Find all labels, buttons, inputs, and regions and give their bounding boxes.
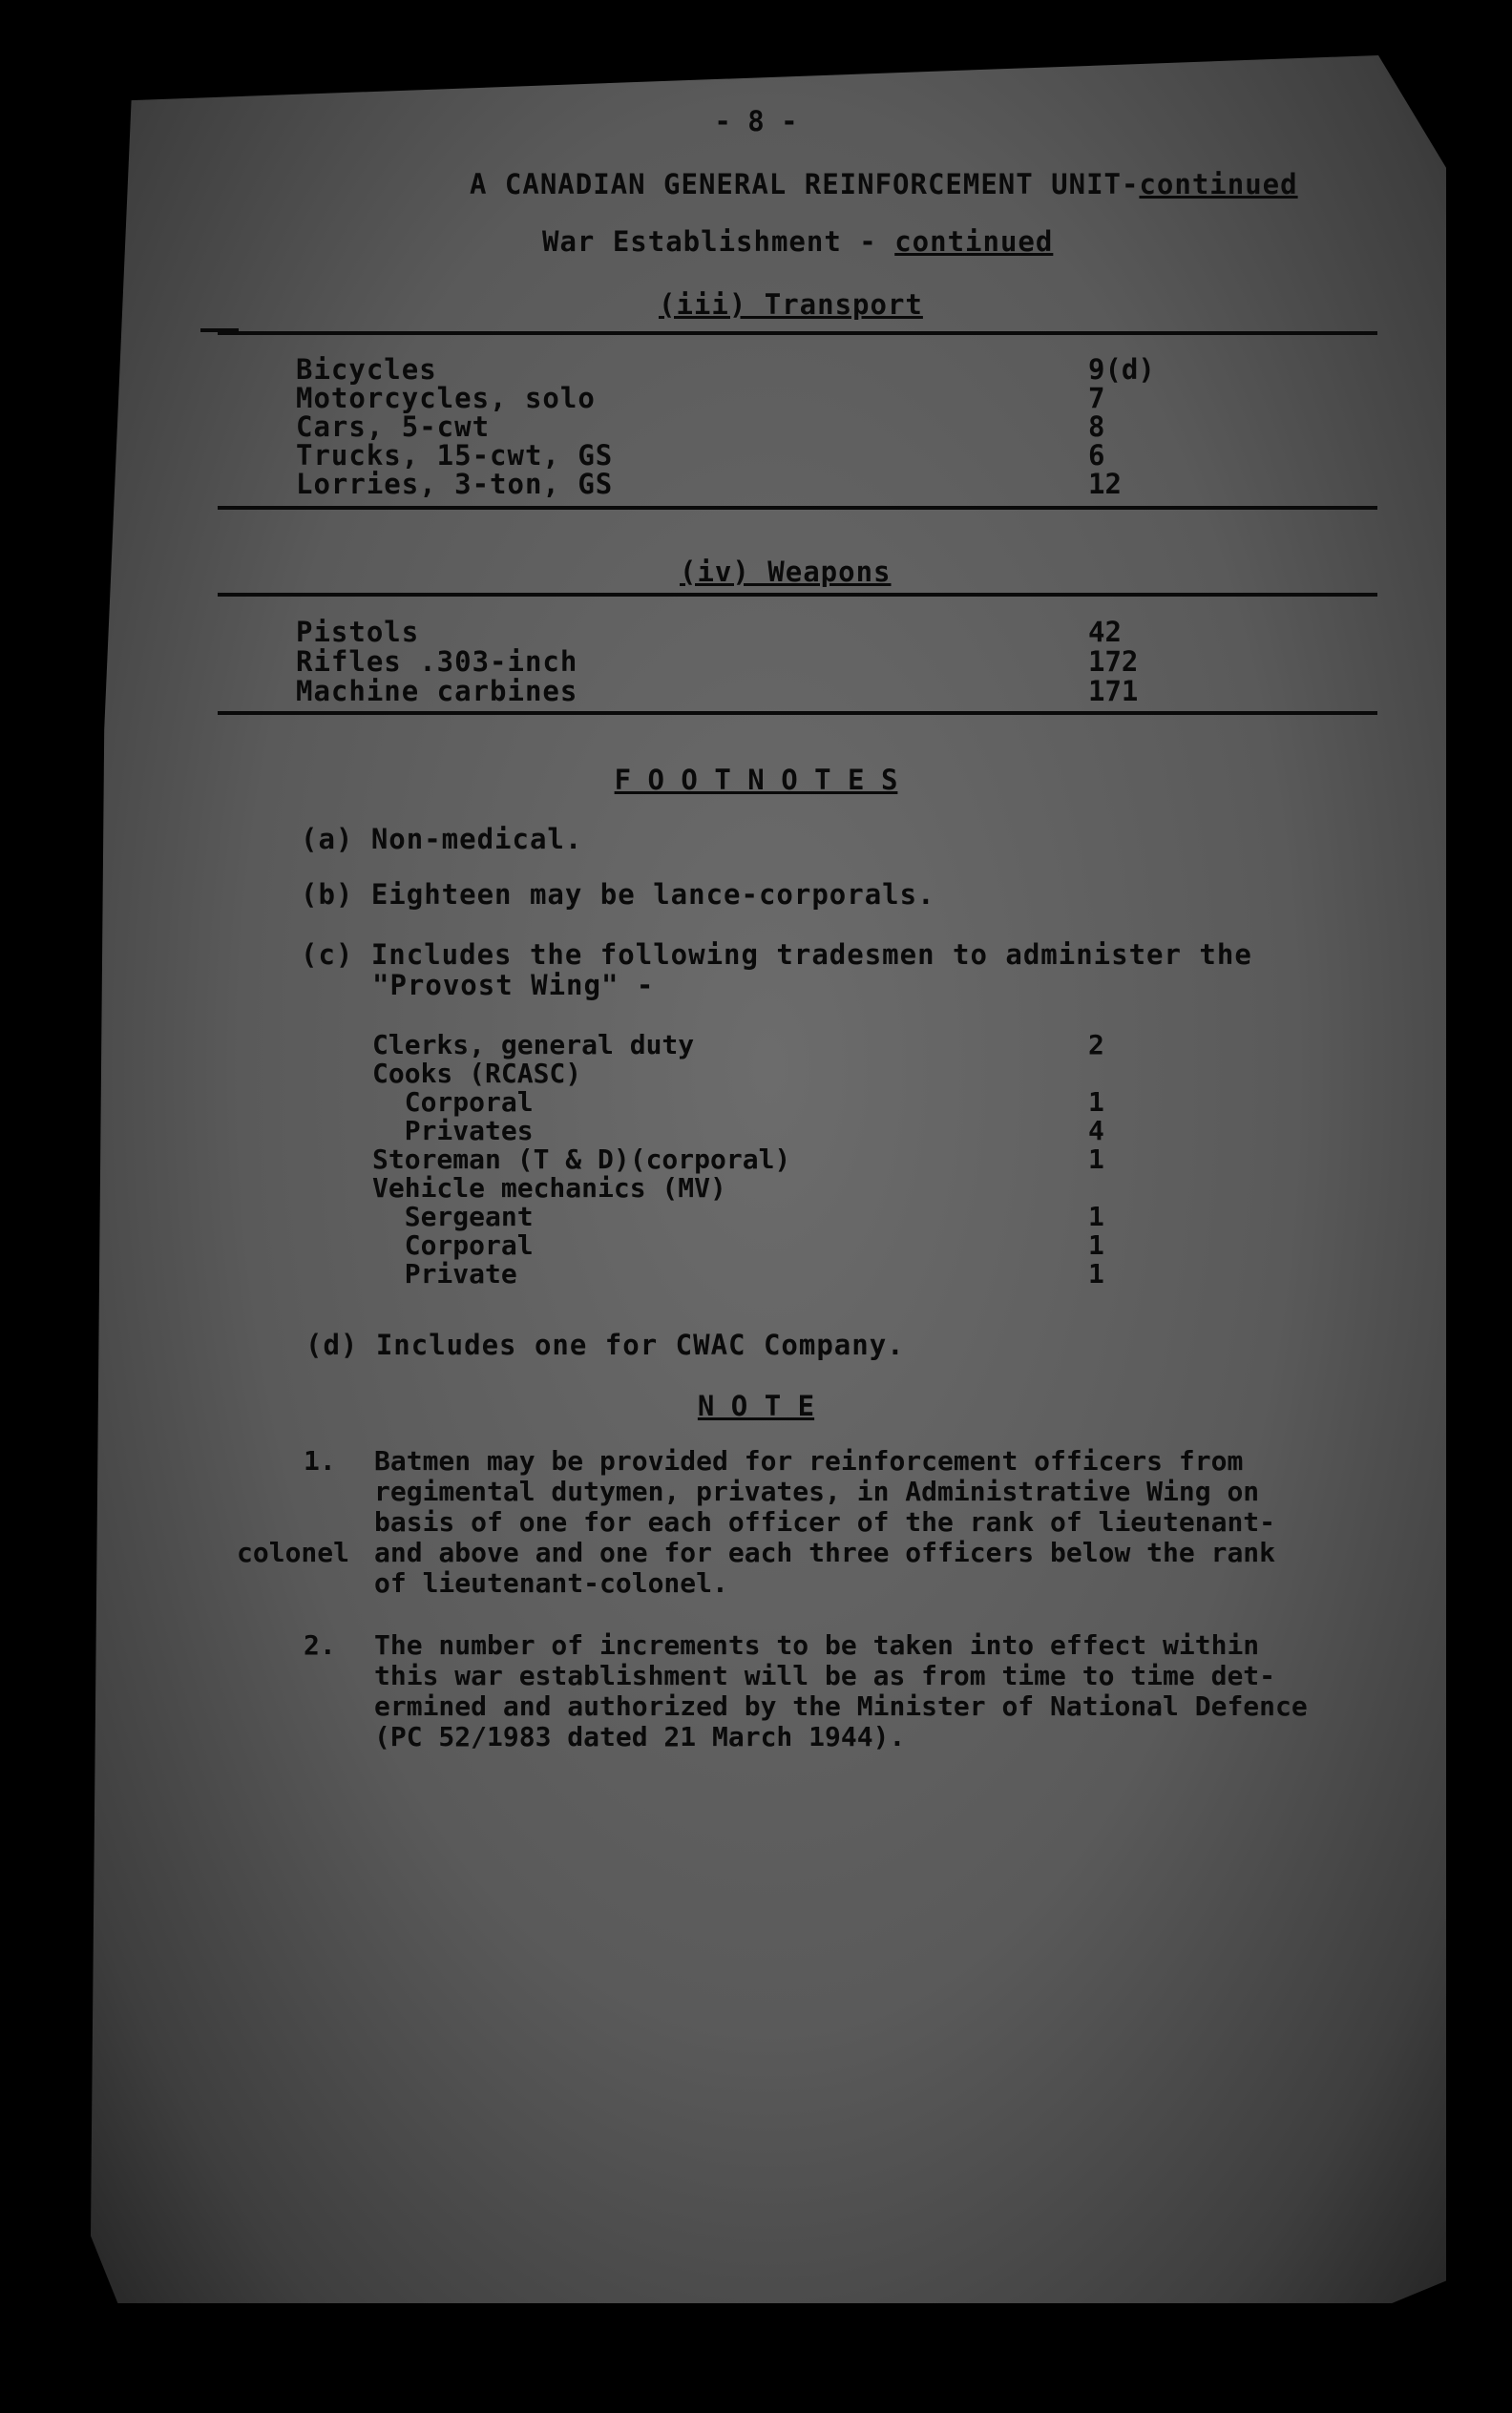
weapons-row	[296, 616, 1155, 648]
tradesman-row	[372, 1258, 1136, 1290]
note-1-number: 1.	[304, 1445, 336, 1477]
item-label: Cars, 5-cwt	[296, 410, 491, 443]
tradesman-row	[372, 1086, 1136, 1118]
note-2-line: ermined and authorized by the Minister of National Defence	[374, 1690, 1308, 1722]
item-label: Rifles .303-inch	[296, 645, 578, 678]
heading-unit: A CANADIAN GENERAL REINFORCEMENT UNIT-	[470, 168, 1140, 200]
item-quantity: 171	[1088, 675, 1139, 707]
note-1-line: regimental dutymen, privates, in Administrative Wing on	[374, 1476, 1260, 1507]
item-quantity: 12	[1088, 468, 1122, 500]
item-label: Machine carbines	[296, 675, 578, 707]
heading-unit-continued: continued	[1139, 168, 1298, 200]
transport-top-rule	[218, 331, 1377, 335]
tradesman-row	[372, 1201, 1136, 1232]
footnote-c-line2: "Provost Wing" -	[372, 969, 655, 1001]
weapons-title: (iv) Weapons	[680, 556, 892, 588]
tradesman-row	[372, 1058, 1136, 1089]
weapons-bottom-rule	[218, 711, 1377, 715]
transport-row	[296, 410, 1155, 443]
transport-row	[296, 439, 1155, 472]
tradesman-row	[372, 1144, 1136, 1175]
item-quantity: 42	[1088, 616, 1122, 648]
tradesman-row	[372, 1115, 1136, 1144]
item-label: Bicycles	[296, 353, 437, 386]
tradesman-label: Sergeant	[372, 1201, 534, 1232]
transport-row	[296, 353, 1155, 386]
tradesman-count: 1	[1088, 1229, 1104, 1261]
weapons-top-rule	[218, 593, 1377, 597]
heading-establishment: War Establishment -	[542, 225, 895, 258]
item-quantity: 7	[1088, 382, 1105, 414]
tradesman-count: 2	[1088, 1029, 1104, 1060]
tradesman-label: Privates	[372, 1115, 534, 1146]
note-2-number: 2.	[304, 1629, 336, 1661]
footnote-d: (d) Includes one for CWAC Company.	[305, 1329, 905, 1361]
footnotes-title: F O O T N O T E S	[614, 764, 898, 796]
item-label: Trucks, 15-cwt, GS	[296, 439, 614, 472]
tradesman-label: Private	[372, 1258, 517, 1290]
tradesman-count: 1	[1088, 1258, 1104, 1290]
tradesman-row	[372, 1229, 1136, 1261]
tradesman-count: 1	[1088, 1144, 1104, 1175]
item-quantity: 172	[1088, 645, 1139, 678]
page-number: - 8 -	[714, 105, 798, 137]
note-1-line: Batmen may be provided for reinforcement officers from	[374, 1445, 1244, 1477]
transport-title: (iii) Transport	[659, 288, 923, 321]
transport-row	[296, 382, 1155, 414]
footnote-b: (b) Eighteen may be lance-corporals.	[301, 878, 935, 911]
note-title: N O T E	[697, 1390, 815, 1422]
tradesman-count: 4	[1088, 1115, 1104, 1146]
weapons-row	[296, 675, 1155, 707]
footnote-c-line1: (c) Includes the following tradesmen to administer the	[301, 938, 1252, 971]
item-label: Lorries, 3-ton, GS	[296, 468, 614, 500]
tradesman-count: 1	[1088, 1201, 1104, 1232]
weapons-row	[296, 645, 1155, 678]
tradesman-count: 1	[1088, 1086, 1104, 1118]
note-1-line: basis of one for each officer of the rank of lieutenant-	[374, 1506, 1276, 1538]
tradesman-row	[372, 1029, 1136, 1058]
tradesman-label: Corporal	[372, 1086, 534, 1118]
item-quantity: 8	[1088, 410, 1105, 443]
item-quantity: 6	[1088, 439, 1105, 472]
item-quantity: 9(d)	[1088, 353, 1155, 386]
heading-establishment-continued: continued	[894, 225, 1054, 258]
note-2-line: this war establishment will be as from time to time det-	[374, 1660, 1276, 1691]
tradesman-label: Storeman (T & D)(corporal)	[372, 1144, 791, 1175]
transport-row	[296, 468, 1155, 500]
margin-correction: colonel	[237, 1537, 350, 1568]
note-2-line: (PC 52/1983 dated 21 March 1944).	[374, 1721, 906, 1752]
footnote-a: (a) Non-medical.	[301, 823, 583, 855]
note-1-line: and above and one for each three officers below the rank	[374, 1537, 1276, 1568]
tradesman-row	[372, 1172, 1136, 1204]
tradesman-label: Cooks (RCASC)	[372, 1058, 582, 1089]
tradesman-label: Corporal	[372, 1229, 534, 1261]
establishment-heading	[542, 225, 1053, 258]
tradesman-label: Clerks, general duty	[372, 1029, 695, 1060]
document-heading	[470, 168, 1298, 200]
item-label: Pistols	[296, 616, 420, 648]
tradesman-label: Vehicle mechanics (MV)	[372, 1172, 726, 1204]
note-2-line: The number of increments to be taken into effect within	[374, 1629, 1260, 1661]
transport-bottom-rule	[218, 506, 1377, 510]
item-label: Motorcycles, solo	[296, 382, 596, 414]
note-1-line: of lieutenant-colonel.	[374, 1567, 728, 1599]
